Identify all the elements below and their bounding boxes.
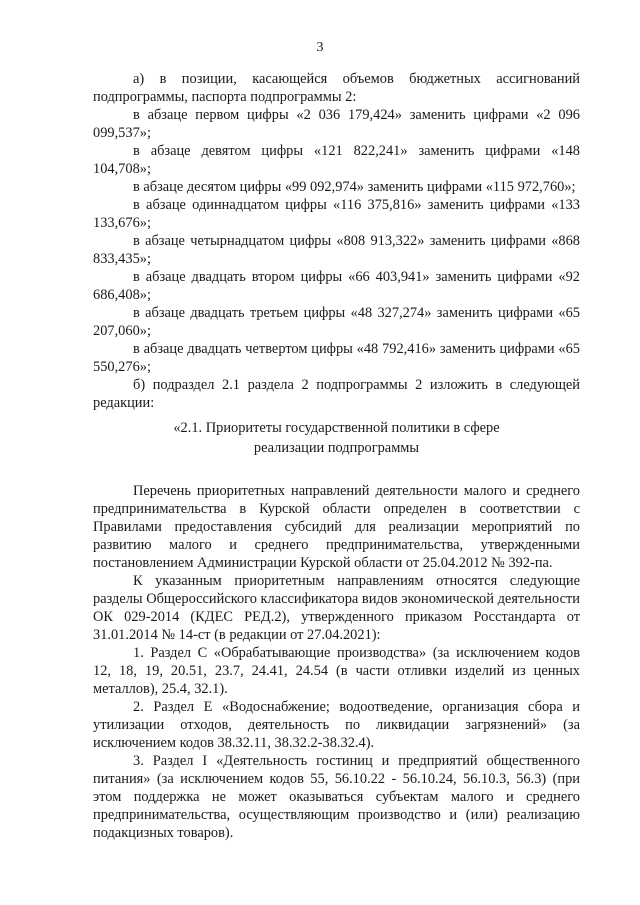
replacement-paragraph: в абзаце двадцать втором цифры «66 403,941» заменить цифрами «92 686,408»;	[93, 269, 580, 303]
replacement-paragraph: в абзаце девятом цифры «121 822,241» заменить цифрами «148 104,708»;	[93, 143, 580, 177]
item-b-paragraph: б) подраздел 2.1 раздела 2 подпрограммы 2 изложить в следующей редакции:	[93, 377, 580, 411]
replacement-paragraph: в абзаце двадцать третьем цифры «48 327,274» заменить цифрами «65 207,060»;	[93, 305, 580, 339]
document-body	[93, 70, 580, 842]
page-number: 3	[316, 40, 324, 55]
replacement-paragraph: в абзаце первом цифры «2 036 179,424» заменить цифрами «2 096 099,537»;	[93, 107, 580, 141]
intro-paragraph: а) в позиции, касающейся объемов бюджетных ассигнований подпрограммы, паспорта подпрограммы 2:	[93, 71, 580, 105]
section-heading-line1: «2.1. Приоритеты государственной политики в сфере	[173, 420, 500, 436]
section-heading	[93, 418, 580, 458]
replacement-paragraph: в абзаце десятом цифры «99 092,974» заменить цифрами «115 972,760»;	[133, 179, 576, 195]
section-item: 3. Раздел I «Деятельность гостиниц и предприятий общественного питания» (за исключением кодов 55, 56.10.22 - 56.10.24, 56.10.3, 56.3) (при этом поддержка не может оказываться субъектам малого и среднего предпринимательства, осуществляющим производство и (или) реализацию подакцизных товаров).	[93, 753, 580, 841]
replacement-paragraph: в абзаце четырнадцатом цифры «808 913,322» заменить цифрами «868 833,435»;	[93, 233, 580, 267]
section-item: 2. Раздел Е «Водоснабжение; водоотведение, организация сбора и утилизации отходов, деятельность по ликвидации загрязнений» (за исключением кодов 38.32.11, 38.32.2-38.32.4).	[93, 699, 580, 751]
spacer	[93, 458, 580, 482]
replacement-paragraph: в абзаце двадцать четвертом цифры «48 792,416» заменить цифрами «65 550,276»;	[93, 341, 580, 375]
section-item: 1. Раздел С «Обрабатывающие производства» (за исключением кодов 12, 18, 19, 20.51, 23.7, 24.41, 24.54 (в части отливки изделий из ценных металлов), 25.4, 32.1).	[93, 645, 580, 697]
replacement-paragraph: в абзаце одиннадцатом цифры «116 375,816» заменить цифрами «133 133,676»;	[93, 197, 580, 231]
section-heading-line2: реализации подпрограммы	[253, 440, 420, 456]
classifier-sections-paragraph: К указанным приоритетным направлениям относятся следующие разделы Общероссийского классификатора видов экономической деятельности ОК 029-2014 (КДЕС РЕД.2), утвержденного приказом Росстандарта от 31.01.2014 № 14-ст (в редакции от 27.04.2021):	[93, 573, 580, 643]
priority-list-paragraph: Перечень приоритетных направлений деятельности малого и среднего предпринимательства в Курской области определен в соответствии с Правилами предоставления субсидий для реализации мероприятий по развитию малого и среднего предпринимательства, утвержденными постановлением Администрации Курской области от 25.04.2012 № 392-па.	[93, 483, 580, 571]
